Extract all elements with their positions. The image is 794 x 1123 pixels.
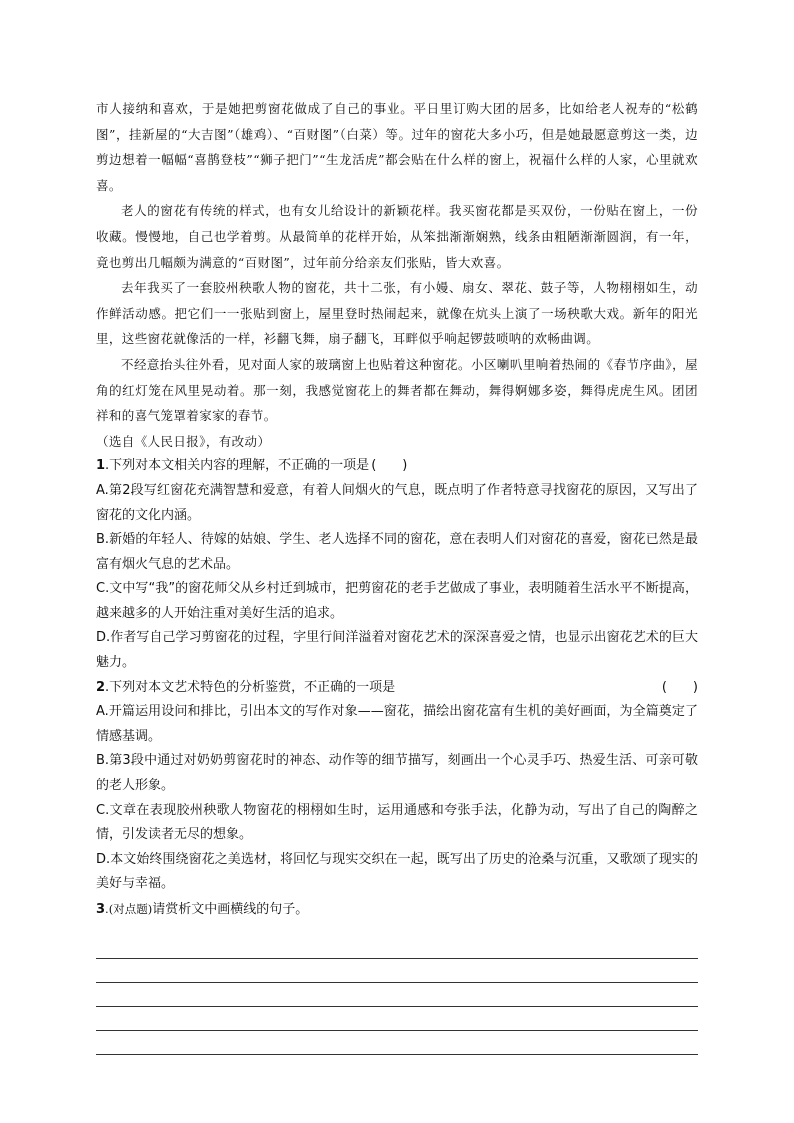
answer-bracket[interactable]: ( )	[661, 679, 698, 695]
question-tag: .(对点题)	[105, 902, 153, 916]
question-text: .下列对本文艺术特色的分析鉴赏，不正确的一项是	[105, 679, 396, 695]
question-number: 2	[96, 679, 106, 695]
question-stem	[96, 676, 698, 701]
option-c[interactable]: C.文中写“我”的窗花师父从乡村迁到城市，把剪窗花的老手艺做成了事业，表明随着生活水平不断提高，越来越多的人开始注重对美好生活的追求。	[96, 581, 698, 621]
answer-bracket[interactable]: ( )	[371, 458, 408, 474]
option-b[interactable]: B.新婚的年轻人、待嫁的姑娘、学生、老人选择不同的窗花，意在表明人们对窗花的喜爱，窗花已然是最富有烟火气息的艺术品。	[96, 532, 698, 572]
option-b[interactable]: B.第3段中通过对奶奶剪窗花时的神态、动作等的细节描写，刻画出一个心灵手巧、热爱生活、可亲可敬的老人形象。	[96, 753, 698, 794]
answer-line[interactable]	[96, 1007, 698, 1031]
answer-line[interactable]	[96, 935, 698, 959]
passage-paragraph: 老人的窗花有传统的样式，也有女儿给设计的新颖花样。我买窗花都是买双份，一份贴在窗上，一份收藏。慢慢地，自己也学着剪。从最简单的花样开始，从笨拙渐渐娴熟，线条由粗陋渐渐圆润，有一年，竟也剪出几幅颇为满意的“百财图”，过年前分给亲友们张贴，皆大欢喜。	[96, 203, 698, 270]
answer-line[interactable]	[96, 1031, 698, 1055]
passage-paragraph: 市人接纳和喜欢，于是她把剪窗花做成了自己的事业。平日里订购大团的居多，比如给老人祝寿的“松鹤图”，挂新屋的“大吉图”（雄鸡）、“百财图”（白菜）等。过年的窗花大多小巧，但是她最愿意剪这一类，边剪边想着一幅幅“喜鹊登枝”“狮子把门”“生龙活虎”都会贴在什么样的窗上，祝福什么样的人家，心里就欢喜。	[96, 101, 698, 193]
reading-passage	[96, 96, 698, 454]
answer-line[interactable]	[96, 959, 698, 983]
answer-line[interactable]	[96, 983, 698, 1007]
question-3	[96, 897, 698, 1055]
passage-paragraph: 不经意抬头往外看，见对面人家的玻璃窗上也贴着这种窗花。小区喇叭里响着热闹的《春节序曲》，屋角的红灯笼在风里晃动着。那一刻，我感觉窗花上的舞者都在舞动，舞得婀娜多姿，舞得虎虎生风。团团祥和的喜气笼罩着家家的春节。	[96, 356, 698, 424]
question-1	[96, 454, 698, 675]
option-d[interactable]: D.本文始终围绕窗花之美选材，将回忆与现实交织在一起，既写出了历史的沧桑与沉重，又歌颂了现实的美好与幸福。	[96, 851, 698, 892]
question-text: .下列对本文相关内容的理解，不正确的一项是	[105, 458, 370, 474]
passage-source: （选自《人民日报》，有改动）	[96, 433, 271, 449]
document-page	[96, 96, 698, 1055]
option-a[interactable]: A.开篇运用设问和排比，引出本文的写作对象——窗花，描绘出窗花富有生机的美好画面，为全篇奠定了情感基调。	[96, 704, 698, 744]
question-stem	[96, 897, 698, 923]
question-2	[96, 676, 698, 897]
passage-paragraph: 去年我买了一套胶州秧歌人物的窗花，共十二张，有小嫚、扇女、翠花、鼓子等，人物栩栩如生，动作鲜活动感。把它们一一张贴到窗上，屋里登时热闹起来，就像在炕头上演了一场秧歌大戏。新年的阳光里，这些窗花就像活的一样，衫翻飞舞，扇子翻飞，耳畔似乎响起锣鼓唢呐的欢畅曲调。	[96, 280, 698, 347]
option-d[interactable]: D.作者写自己学习剪窗花的过程，字里行间洋溢着对窗花艺术的深深喜爱之情，也显示出窗花艺术的巨大魅力。	[96, 630, 698, 671]
option-a[interactable]: A.第2段写红窗花充满智慧和爱意，有着人间烟火的气息，既点明了作者特意寻找窗花的原因，又写出了窗花的文化内涵。	[96, 482, 698, 523]
question-number: 3	[96, 902, 106, 917]
question-text: 请赏析文中画横线的句子。	[152, 902, 309, 917]
answer-area[interactable]	[96, 935, 698, 1055]
question-number: 1	[96, 458, 106, 474]
question-stem	[96, 454, 698, 479]
option-c[interactable]: C.文章在表现胶州秧歌人物窗花的栩栩如生时，运用通感和夸张手法，化静为动，写出了自己的陶醉之情，引发读者无尽的想象。	[96, 802, 698, 843]
